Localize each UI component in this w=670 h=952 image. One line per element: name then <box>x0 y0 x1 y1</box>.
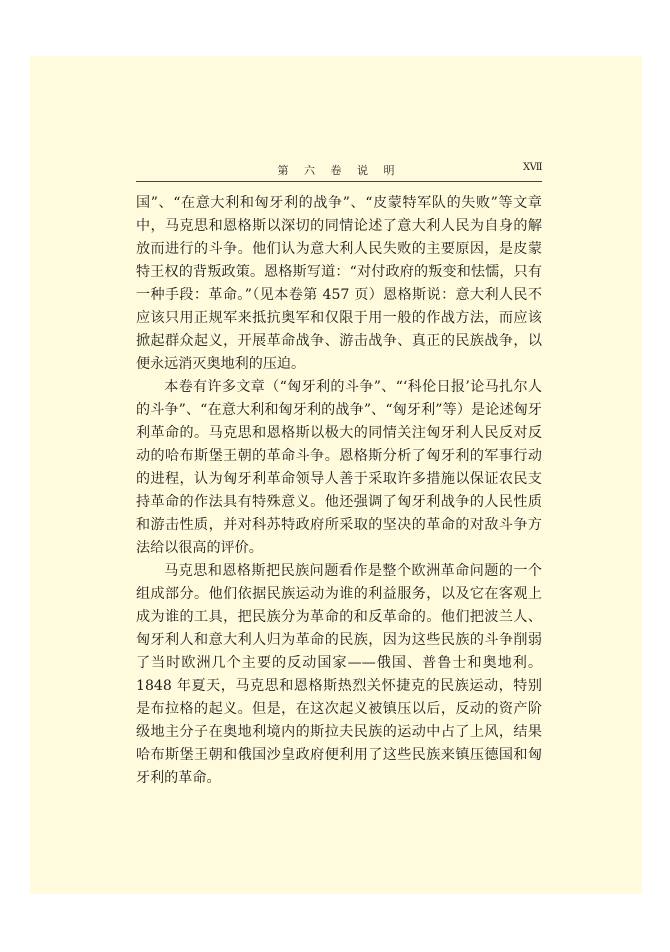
body-text <box>136 192 542 790</box>
header-rule <box>136 181 542 182</box>
running-header-title: 第 六 卷 说 明 <box>277 164 401 177</box>
paragraph: 本卷有许多文章（“匈牙利的斗争”、“‘科伦日报’论马扎尔人的斗争”、“在意大利和匈牙利的战争”、“匈牙利”等）是论述匈牙利革命的。马克思和恩格斯以极大的同情关注匈牙利人民反对反动的哈布斯堡王朝的革命斗争。恩格斯分析了匈牙利的军事行动的进程，认为匈牙利革命领导人善于采取许多措施以保证农民支持革命的作法具有特殊意义。他还强调了匈牙利战争的人民性质和游击性质，并对科苏特政府所采取的坚决的革命的对敌斗争方法给以很高的评价。 <box>136 379 542 556</box>
paragraph: 马克思和恩格斯把民族问题看作是整个欧洲革命问题的一个组成部分。他们依据民族运动为谁的利益服务，以及它在客观上成为谁的工具，把民族分为革命的和反革命的。他们把波兰人、匈牙利人和意大利人归为革命的民族，因为这些民族的斗争削弱了当时欧洲几个主要的反动国家——俄国、普鲁士和奥地利。1848 年夏天，马克思和恩格斯热烈关怀捷克的民族运动，特别是布拉格的起义。但是，在这次起义被镇压以后，反动的资产阶级地主分子在奥地利境内的斯拉夫民族的运动中占了上风，结果哈布斯堡王朝和俄国沙皇政府便利用了这些民族来镇压德国和匈牙利的革命。 <box>136 563 542 786</box>
page-number: ⅩⅦ <box>522 162 542 173</box>
paragraph: 国”、“在意大利和匈牙利的战争”、“皮蒙特军队的失败”等文章中，马克思和恩格斯以深切的同情论述了意大利人民为自身的解放而进行的斗争。他们认为意大利人民失败的主要原因，是皮蒙特王权的背叛政策。恩格斯写道：“对付政府的叛变和怯懦，只有一种手段：革命。”（见本卷第 457 页）恩格斯说：意大利人民不应该只用正规军来抵抗奥军和仅限于用一般的作战方法，而应该掀起群众起义，开展革命战争、游击战争、真正的民族战争，以便永远消灭奥地利的压迫。 <box>136 195 542 372</box>
running-header <box>136 160 542 180</box>
